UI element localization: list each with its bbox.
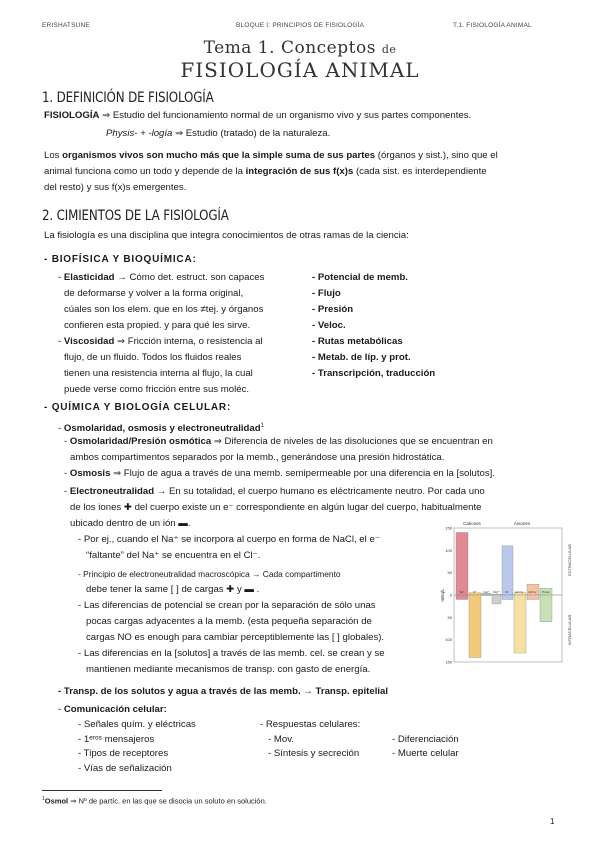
transporte-line: - Transp. de los solutos y agua a través de las memb. → Transp. epitelial	[58, 686, 389, 697]
example1-line2: “faltante” del Na⁺ se encuentra en el Cl⁻.	[86, 550, 261, 561]
viscosidad-line2: flujo, de un fluido. Todos los fluidos reales	[64, 352, 242, 363]
osmolaridad-title-text: Osmolaridad, osmosis y electroneutralidad	[63, 423, 261, 435]
chart-bar-intracellular	[492, 595, 501, 604]
s1-p2-b: integración de sus f(x)s	[245, 166, 354, 177]
biofisica-right-list	[312, 270, 435, 382]
electro-line1: - Electroneutralidad → En su totalidad, el cuerpo humano es eléctricamente neutro. Por cada uno	[64, 486, 485, 497]
list-item: - Metab. de líp. y prot.	[312, 352, 411, 363]
list-item: - Muerte celular	[392, 748, 459, 759]
title-line1	[0, 38, 600, 58]
viscosidad-line1: - Viscosidad ⇒ Fricción interna, o resistencia al	[58, 336, 263, 347]
chart-bar-intracellular	[540, 595, 552, 622]
s1-p1-b: organismos vivos son mucho más que la simple suma de sus partes	[62, 150, 376, 161]
chart-tick-label: 150	[445, 659, 452, 665]
list-item: - Rutas metabólicas	[312, 336, 403, 347]
example3-line1: - Las diferencias de potencial se crean por la separación de sólo unas	[78, 600, 376, 611]
example1-text1: Por ej., cuando el Na⁺ se incorpora al cuerpo en forma de NaCl, el e⁻	[83, 534, 380, 545]
elasticidad-line1: - Elasticidad → Cómo det. estruct. son capaces	[58, 272, 265, 283]
s2-intro: La fisiología es una disciplina que integra conocimientos de otras ramas de la ciencia:	[44, 230, 409, 241]
example3-line2: pocas cargas adyacentes a la memb. (esta pequeña separación de	[86, 616, 372, 627]
etymology-text: ⇒ Estudio (tratado) de la naturaleza.	[175, 128, 331, 139]
chart-group-label: Aniones	[513, 521, 531, 526]
comunicacion-col1	[78, 718, 196, 776]
chart-bar-intracellular	[469, 595, 481, 658]
list-item: - Tipos de receptores	[78, 748, 169, 759]
s1-p2-c: (cada sist. es interdependiente	[353, 166, 487, 177]
transporte-text: Transp. de los solutos y agua a través de las memb. → Transp. epitelial	[63, 686, 389, 697]
example2-line2: debe tener la same [ ] de cargas ✚ y ▬ .	[86, 584, 260, 595]
chart-bar-label: HCO₃⁻	[528, 590, 538, 594]
ion-composition-chart	[438, 518, 578, 668]
list-item: - Señales quím. y eléctricas	[78, 719, 196, 730]
chart-y-label: mEq/L	[440, 588, 445, 602]
section1-heading: 1. DEFINICIÓN DE FISIOLOGÍA	[42, 90, 214, 106]
viscosidad-text1: ⇒ Fricción interna, o resistencia al	[114, 336, 263, 347]
definition-text: ⇒ Estudio del funcionamiento normal de un organismo vivo y sus partes componentes.	[102, 110, 472, 121]
list-item: - Mov.	[268, 733, 294, 745]
chart-side-label: INTRACELULAR	[567, 614, 572, 646]
elasticidad-text1: → Cómo det. estruct. son capaces	[114, 272, 265, 283]
definition-term: FISIOLOGÍA	[44, 110, 100, 121]
list-item: - 1ᵉʳᵒˢ mensajeros	[78, 733, 155, 745]
footnote-term: Osmol	[44, 796, 69, 806]
osmosis-line: - Osmosis ⇒ Flujo de agua a través de una memb. semipermeable por una diferencia en la [solutos].	[64, 468, 495, 479]
chart-bar-label: K⁺	[473, 590, 477, 594]
osmop-term: Osmolaridad/Presión osmótica	[69, 436, 212, 447]
comunicacion-title-text: Comunicación celular:	[63, 704, 167, 715]
chart-tick-label: 100	[445, 637, 452, 643]
osmop-line2: ambos compartimentos separados por la memb., generándose una presión hidrostática.	[70, 452, 445, 463]
example2-text1: Principio de electroneutralidad macroscópica → Cada compartimento	[83, 569, 341, 579]
quimica-heading: - QUÍMICA Y BIOLOGÍA CELULAR:	[44, 402, 232, 413]
s1-p2-a: animal funciona como un todo y depende de la	[44, 166, 246, 177]
comunicacion-col3	[392, 733, 459, 762]
elasticidad-line4: confieren esta propied. y para qué les sirve.	[64, 320, 251, 331]
elasticidad-line2: de deformarse y volver a la forma original,	[64, 288, 244, 299]
list-item: - Transcripción, traducción	[312, 368, 436, 379]
etymology-term: Physis- + -logía	[106, 128, 173, 139]
chart-tick-label: 150	[445, 525, 452, 531]
header-center: BLOQUE I: PRINCIPIOS DE FISIOLOGÍA	[236, 22, 365, 29]
s1-paragraph-line2	[44, 164, 487, 180]
chart-side-label: EXTRACELULAR	[567, 544, 572, 576]
footnote-ref: 1	[260, 423, 264, 429]
title-line2: FISIOLOGÍA ANIMAL	[180, 58, 420, 82]
osmop-text1: ⇒ Diferencia de niveles de las disoluciones que se encuentran en	[211, 436, 493, 447]
osmolaridad-title: - Osmolaridad, osmosis y electroneutralidad$^1$	[58, 423, 264, 435]
electro-term: Electroneutralidad	[69, 486, 155, 497]
list-item: - Presión	[312, 304, 354, 315]
footnote	[42, 796, 267, 806]
chart-bar-intracellular	[514, 595, 526, 653]
chart-bar-label: Ca²⁺	[483, 590, 490, 594]
elasticidad-term: Elasticidad	[63, 272, 115, 283]
s1-paragraph-line3: del resto) y sus f(x)s emergentes.	[44, 182, 187, 193]
definition-line	[44, 108, 471, 124]
elasticidad-line3: cúales son los elem. que en los ≠tej. y órganos	[64, 304, 264, 315]
chart-tick-label: 50	[447, 614, 452, 620]
footnote-number: 1	[42, 796, 45, 802]
chart-bar-intracellular	[527, 595, 539, 599]
chart-bar-label: Mg²⁺	[493, 590, 500, 594]
title-line1-main: Tema 1. Conceptos	[203, 38, 376, 58]
example1-line1: - Por ej., cuando el Na⁺ se incorpora al cuerpo en forma de NaCl, el e⁻	[78, 534, 380, 545]
osmosis-text: ⇒ Flujo de agua a través de una memb. semipermeable por una diferencia en la [solutos].	[110, 468, 495, 479]
example4-text1: Las diferencias en la [solutos] a través de las memb. cel. se crean y se	[83, 648, 385, 659]
osmop-line1: - Osmolaridad/Presión osmótica ⇒ Diferencia de niveles de las disoluciones que se encuentran en	[64, 436, 493, 447]
osmosis-term: Osmosis	[69, 468, 111, 479]
chart-bar-label: HCO₃⁻	[515, 590, 525, 594]
page-number: 1	[550, 817, 555, 826]
list-item: - Veloc.	[312, 320, 346, 331]
chart-bar-label: Na⁺	[459, 590, 465, 594]
list-item: - Potencial de memb.	[312, 272, 408, 283]
electro-line3: ubicado dentro de un ión ▬.	[70, 518, 191, 529]
comunicacion-title: - Comunicación celular:	[58, 704, 167, 715]
chart-tick-label: 0	[449, 592, 452, 598]
example4-line1: - Las diferencias en la [solutos] a través de las memb. cel. se crean y se	[78, 648, 385, 659]
footnote-divider	[42, 790, 162, 791]
chart-bar-label: Cl⁻	[505, 590, 510, 594]
chart-tick-label: 50	[447, 570, 452, 576]
s1-p1-c: (órganos y sist.), sino que el	[375, 150, 498, 161]
etymology-line	[106, 126, 330, 142]
chart-group-label: Cationes	[463, 521, 481, 526]
s1-paragraph-line1	[44, 148, 498, 164]
biofisica-heading: - BIOFÍSICA Y BIOQUÍMICA:	[44, 254, 197, 265]
example3-line3: cargas NO es enough para cambiar perceptiblemente las [ ] globales).	[86, 632, 385, 643]
chart-tick-label: 100	[445, 547, 452, 553]
viscosidad-term: Viscosidad	[63, 336, 115, 347]
list-item: - Flujo	[312, 288, 341, 299]
title-line1-de: de	[381, 43, 397, 56]
example2-line1: - Principio de electroneutralidad macroscópica → Cada compartimento	[78, 569, 341, 579]
example4-line2: mantienen mediante mecanismos de transp. con gasto de energía.	[86, 664, 371, 675]
footnote-text: ⇒ Nº de partíc. en las que se disocia un soluto en solución.	[68, 796, 267, 806]
chart-bar-intracellular	[456, 595, 468, 599]
electro-text1: → En su totalidad, el cuerpo humano es eléctricamente neutro. Por cada uno	[154, 486, 485, 497]
list-item: - Diferenciación	[392, 733, 459, 745]
viscosidad-line4: puede verse como fricción entre sus moléc.	[64, 384, 250, 395]
header-left: ERISHATSUNE	[42, 22, 90, 29]
electro-line2: de los iones ✚ del cuerpo existe un e⁻ correspondiente en algún lugar del cuerpo, habitualmente	[70, 502, 482, 513]
section2-heading: 2. CIMIENTOS DE LA FISIOLOGÍA	[42, 208, 229, 224]
chart-bar-label: Proteí	[541, 590, 551, 594]
s1-p1-a: Los	[44, 150, 63, 161]
chart-bar-extracellular	[502, 546, 513, 595]
comunicacion-col2	[268, 733, 359, 762]
list-item: - Vías de señalización	[78, 762, 172, 774]
example3-text1: Las diferencias de potencial se crean por la separación de sólo unas	[83, 600, 376, 611]
header-right: T.1. FISIOLOGÍA ANIMAL	[453, 22, 532, 29]
chart-bar-intracellular	[502, 595, 513, 599]
respuestas-title: - Respuestas celulares:	[260, 719, 361, 730]
chart-bar-extracellular	[456, 532, 468, 595]
list-item: - Síntesis y secreción	[268, 748, 360, 759]
viscosidad-line3: tienen una resistencia interna al flujo, la cual	[64, 368, 253, 379]
